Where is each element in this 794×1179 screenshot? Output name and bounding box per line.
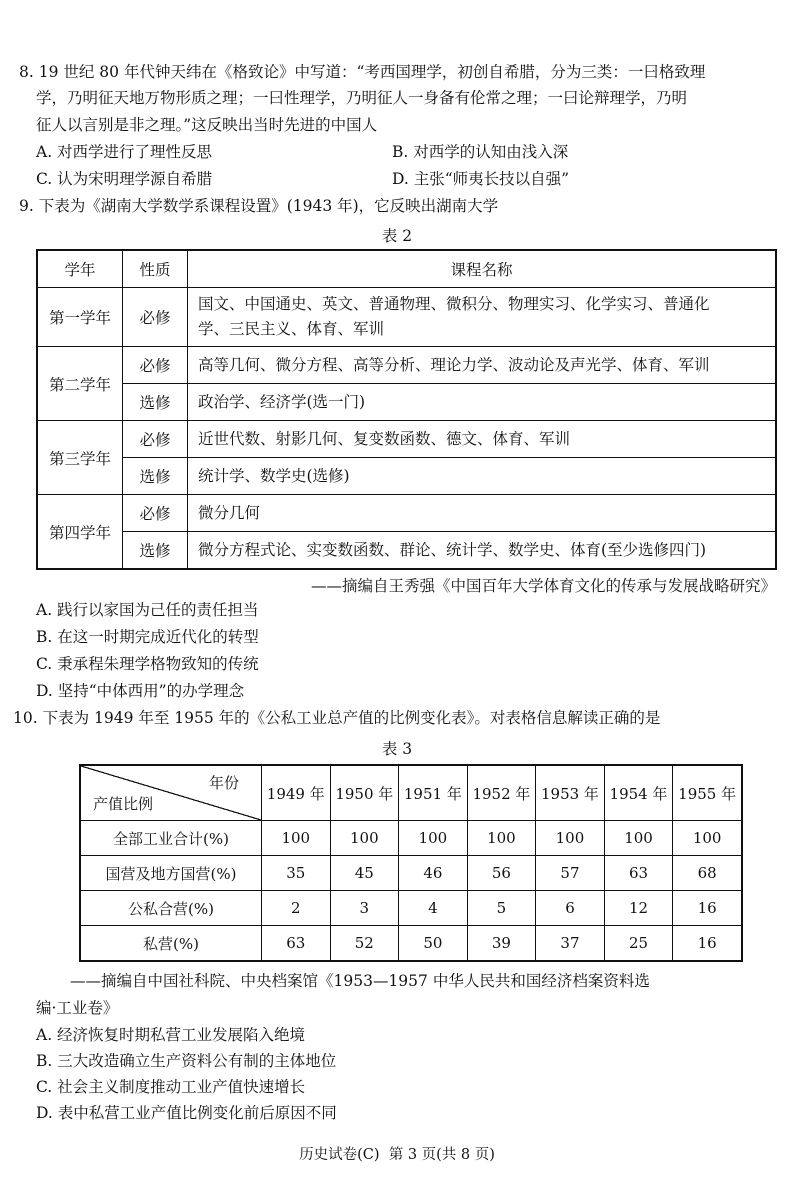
row-label: 全部工业合计(%) [80, 821, 262, 856]
table-row [37, 458, 776, 495]
year-cell: 第四学年 [37, 495, 123, 570]
value-cell: 5 [467, 891, 536, 926]
value-cell: 6 [536, 891, 605, 926]
header-type: 性质 [123, 250, 188, 288]
value-cell: 56 [467, 856, 536, 891]
year-cell: 第一学年 [37, 288, 123, 347]
q10-option-d[interactable]: D. 表中私营工业产值比例变化前后原因不同 [36, 1104, 337, 1122]
value-cell: 16 [673, 891, 742, 926]
courses-cell: 统计学、数学史(选修) [188, 458, 777, 495]
q9-option-d[interactable]: D. 坚持“中体西用”的办学理念 [36, 682, 245, 700]
q10-table-title: 表 3 [381, 740, 413, 758]
row-label: 私营(%) [80, 926, 262, 962]
year-header: 1949 年 [262, 765, 331, 821]
table-row [80, 821, 742, 856]
table-row [37, 288, 776, 347]
value-cell: 100 [399, 821, 468, 856]
courses-cell [188, 288, 777, 347]
value-cell: 16 [673, 926, 742, 962]
year-header: 1952 年 [467, 765, 536, 821]
courses-cell: 微分方程式论、实变数函数、群论、统计学、数学史、体育(至少选修四门) [188, 532, 777, 570]
q9-option-b[interactable]: B. 在这一时期完成近代化的转型 [36, 628, 259, 646]
year-header: 1955 年 [673, 765, 742, 821]
q8-stem-line-2: 学，乃明征天地万物形质之理；一曰性理学，乃明征人一身备有伦常之理；一曰论辩理学，乃明 [36, 89, 688, 107]
table-row [80, 926, 742, 962]
value-cell: 100 [467, 821, 536, 856]
q9-stem: 9. 下表为《湖南大学数学系课程设置》(1943 年)，它反映出湖南大学 [19, 197, 499, 215]
courses-line-1: 国文、中国通史、英文、普通物理、微积分、物理实习、化学实习、普通化 [198, 295, 710, 314]
year-cell: 第二学年 [37, 347, 123, 421]
q8-stem-line-3: 征人以言别是非之理。”这反映出当时先进的中国人 [36, 116, 378, 134]
table-row [37, 532, 776, 570]
value-cell: 100 [536, 821, 605, 856]
value-cell: 25 [604, 926, 673, 962]
courses-cell: 近世代数、射影几何、复变数函数、德文、体育、军训 [188, 421, 777, 458]
value-cell: 37 [536, 926, 605, 962]
value-cell: 100 [262, 821, 331, 856]
value-cell: 63 [262, 926, 331, 962]
value-cell: 68 [673, 856, 742, 891]
courses-line-2: 学、三民主义、体育、军训 [198, 320, 385, 338]
corner-ratio-label: 产值比例 [93, 795, 154, 813]
courses-cell: 高等几何、微分方程、高等分析、理论力学、波动论及声光学、体育、军训 [188, 347, 777, 384]
course-table [36, 249, 777, 570]
q10-option-c[interactable]: C. 社会主义制度推动工业产值快速增长 [36, 1078, 306, 1096]
value-cell: 100 [604, 821, 673, 856]
type-cell: 必修 [123, 288, 188, 347]
industry-output-table [79, 764, 743, 962]
header-courses: 课程名称 [188, 250, 777, 288]
q10-stem: 10. 下表为 1949 年至 1955 年的《公私工业总产值的比例变化表》。对表格信息解读正确的是 [13, 709, 661, 727]
q9-source: ——摘编自王秀强《中国百年大学体育文化的传承与发展战略研究》 [310, 577, 776, 595]
table-row [80, 891, 742, 926]
year-header: 1950 年 [330, 765, 399, 821]
table-row [37, 347, 776, 384]
table-header-row [37, 250, 776, 288]
value-cell: 52 [330, 926, 399, 962]
value-cell: 46 [399, 856, 468, 891]
q8-option-c[interactable]: C. 认为宋明理学源自希腊 [36, 170, 213, 188]
courses-cell: 微分几何 [188, 495, 777, 532]
value-cell: 35 [262, 856, 331, 891]
q10-source-line-1: ——摘编自中国社科院、中央档案馆《1953—1957 中华人民共和国经济档案资料选 [70, 972, 650, 990]
page-footer: 历史试卷(C) 第 3 页(共 8 页) [299, 1147, 495, 1163]
value-cell: 63 [604, 856, 673, 891]
table-row [80, 856, 742, 891]
value-cell: 12 [604, 891, 673, 926]
courses-cell: 政治学、经济学(选一门) [188, 384, 777, 421]
table-corner-cell [80, 765, 262, 821]
value-cell: 100 [330, 821, 399, 856]
type-cell: 必修 [123, 347, 188, 384]
q8-option-a[interactable]: A. 对西学进行了理性反思 [36, 143, 213, 161]
value-cell: 100 [673, 821, 742, 856]
type-cell: 选修 [123, 532, 188, 570]
q9-option-c[interactable]: C. 秉承程朱理学格物致知的传统 [36, 655, 259, 673]
type-cell: 选修 [123, 384, 188, 421]
q8-option-d[interactable]: D. 主张“师夷长技以自强” [392, 170, 570, 188]
table-row [37, 384, 776, 421]
header-year: 学年 [37, 250, 123, 288]
year-cell: 第三学年 [37, 421, 123, 495]
year-header: 1951 年 [399, 765, 468, 821]
table-header-row [80, 765, 742, 821]
value-cell: 57 [536, 856, 605, 891]
q9-option-a[interactable]: A. 践行以家国为己任的责任担当 [36, 601, 259, 619]
year-header: 1954 年 [604, 765, 673, 821]
year-header: 1953 年 [536, 765, 605, 821]
type-cell: 必修 [123, 421, 188, 458]
q8-option-b[interactable]: B. 对西学的认知由浅入深 [392, 143, 569, 161]
type-cell: 必修 [123, 495, 188, 532]
row-label: 国营及地方国营(%) [80, 856, 262, 891]
q8-stem-line-1: 8. 19 世纪 80 年代钟天纬在《格致论》中写道：“考西国理学，初创自希腊，分为三类：一曰格致理 [19, 63, 706, 81]
value-cell: 50 [399, 926, 468, 962]
table-row [37, 421, 776, 458]
value-cell: 2 [262, 891, 331, 926]
value-cell: 45 [330, 856, 399, 891]
q10-option-a[interactable]: A. 经济恢复时期私营工业发展陷入绝境 [36, 1026, 306, 1044]
q9-table-title: 表 2 [381, 227, 413, 245]
row-label: 公私合营(%) [80, 891, 262, 926]
value-cell: 39 [467, 926, 536, 962]
q10-source-line-2: 编·工业卷》 [36, 999, 119, 1017]
value-cell: 3 [330, 891, 399, 926]
q10-option-b[interactable]: B. 三大改造确立生产资料公有制的主体地位 [36, 1052, 337, 1070]
table-row [37, 495, 776, 532]
corner-year-label: 年份 [208, 774, 239, 792]
type-cell: 选修 [123, 458, 188, 495]
value-cell: 4 [399, 891, 468, 926]
